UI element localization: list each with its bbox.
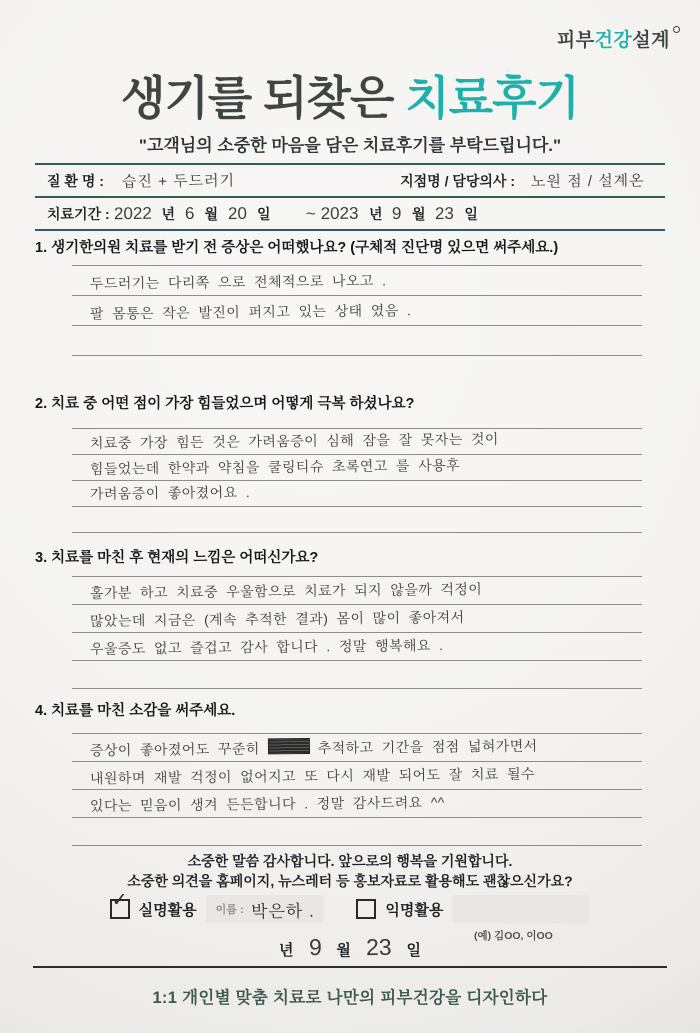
handwritten-answer: 치료중 가장 힘든 것은 가려움증이 심해 잠을 잘 못자는 것이 xyxy=(89,430,499,452)
real-name-checkbox-checked xyxy=(110,890,130,919)
month-suffix-2: 월 xyxy=(411,205,426,222)
treatment-period-label: 치료기간 : xyxy=(47,205,110,222)
period-start-month: 6 xyxy=(184,203,195,223)
date-day-suffix: 일 xyxy=(406,942,421,959)
period-end-day: 23 xyxy=(435,203,455,223)
answer-line xyxy=(72,455,642,481)
period-start-day: 20 xyxy=(227,203,248,223)
anonymous-name-field xyxy=(452,895,590,923)
signature-date-row xyxy=(0,934,700,961)
clinic-logo xyxy=(557,25,680,52)
logo-dot-icon xyxy=(673,26,680,33)
handwritten-answer: 우울증도 없고 즐겁고 감사 합니다 . 정말 행복해요 . xyxy=(89,637,444,657)
question-4-heading: 4. 치료를 마친 소감을 써주세요. xyxy=(35,703,236,719)
answer-line xyxy=(72,481,642,507)
answer-line xyxy=(72,296,642,326)
question-3-answer-area xyxy=(72,576,642,689)
handwritten-answer: 힘들었는데 한약과 약침을 쿨링티슈 초록연고 를 사용후 xyxy=(89,456,461,477)
disease-value: 습진 + 두드러기 xyxy=(121,172,236,191)
handwritten-answer xyxy=(72,352,90,355)
answer-line xyxy=(72,790,642,818)
answer-line xyxy=(72,661,642,689)
consent-question: 소중한 의견을 홈페이지, 뉴스레터 등 홍보자료로 활용해도 괜찮으신가요? xyxy=(127,873,573,889)
name-field-value: 박은하 . xyxy=(250,901,315,921)
day-suffix: 일 xyxy=(256,205,271,222)
name-field xyxy=(206,895,325,923)
treatment-period-row xyxy=(35,198,665,231)
handwritten-answer xyxy=(72,685,90,688)
handwritten-answer: 두드러기는 다리쪽 으로 전체적으로 나오고 . xyxy=(89,272,387,292)
footer-divider xyxy=(33,966,667,968)
clinic-doctor-label: 지점명 / 담당의사 : xyxy=(400,172,515,189)
question-2-answer-area xyxy=(72,428,642,533)
month-suffix: 월 xyxy=(204,205,219,222)
answer-line xyxy=(72,507,642,533)
handwritten-answer: 팔 몸통은 작은 발진이 퍼지고 있는 상태 였음 . xyxy=(89,302,412,322)
answer-line xyxy=(72,605,642,633)
date-month-suffix: 월 xyxy=(336,942,351,959)
question-3-heading: 3. 치료를 마친 후 현재의 느낌은 어떠신가요? xyxy=(35,550,319,566)
answer-line xyxy=(72,633,642,661)
consent-options-row xyxy=(0,890,700,923)
clinic-doctor-value: 노원 점 / 설계온 xyxy=(530,172,645,191)
year-suffix: 년 xyxy=(161,205,176,222)
thanks-note: 소중한 말씀 감사합니다. 앞으로의 행복을 기원합니다. xyxy=(187,853,513,869)
disease-label: 질 환 명 : xyxy=(47,172,104,189)
question-1-heading: 1. 생기한의원 치료를 받기 전 증상은 어떠했나요? (구체적 진단명 있으면 써주세요.) xyxy=(35,240,559,256)
handwritten-answer: 홀가분 하고 치료중 우울함으로 치료가 되지 않을까 걱정이 xyxy=(89,580,483,601)
handwritten-answer: 많았는데 지금은 (계속 추적한 결과) 몸이 많이 좋아져서 xyxy=(89,608,465,629)
real-name-label: 실명활용 xyxy=(138,901,197,919)
logo-text-2: 설계 xyxy=(632,30,670,51)
clinic-tagline: 1:1 개인별 맞춤 치료로 나만의 피부건강을 디자인하다 xyxy=(152,989,548,1007)
date-year-suffix: 년 xyxy=(279,942,294,959)
period-end-year: ~ 2023 xyxy=(306,203,360,223)
handwritten-answer: 가려움증이 좋아졌어요 . xyxy=(89,484,251,502)
logo-text-accent: 건강 xyxy=(594,30,633,51)
anonymous-checkbox-unchecked xyxy=(356,899,376,919)
answer-line xyxy=(72,429,642,455)
question-2-heading: 2. 치료 중 어떤 점이 가장 힘들었으며 어떻게 극복 하셨나요? xyxy=(35,396,415,412)
page-title-accent: 치료후기 xyxy=(405,72,579,124)
answer-line xyxy=(72,577,642,605)
handwritten-answer xyxy=(72,529,90,532)
name-field-label: 이름 : xyxy=(215,904,244,916)
patient-info-table xyxy=(35,163,665,231)
handwritten-answer xyxy=(72,736,538,764)
answer-line xyxy=(72,818,642,846)
date-day-value: 23 xyxy=(365,933,392,961)
handwritten-answer: 있다는 믿음이 생겨 든든합니다 . 정말 감사드려요 ^^ xyxy=(89,794,445,814)
handwritten-answer-part-1: 증상이 좋아졌어도 꾸준히 xyxy=(89,740,260,759)
scribbled-out-word xyxy=(268,738,310,754)
year-suffix-2: 년 xyxy=(368,205,383,222)
handwritten-answer xyxy=(72,842,90,845)
page-title xyxy=(0,62,700,128)
period-end-month: 9 xyxy=(392,203,403,223)
page-subtitle: "고객님의 소중한 마음을 담은 치료후기를 부탁드립니다." xyxy=(138,136,562,155)
handwritten-answer: 내원하며 재발 걱정이 없어지고 또 다시 재발 되어도 잘 치료 될수 xyxy=(89,765,535,787)
answer-line xyxy=(72,734,642,762)
question-4-answer-area xyxy=(72,733,642,846)
handwritten-answer-part-2: 추적하고 기간을 점점 넓혀가면서 xyxy=(317,737,538,756)
answer-line xyxy=(72,326,642,356)
disease-row xyxy=(35,165,665,198)
question-1-answer-area xyxy=(72,265,642,356)
answer-line xyxy=(72,762,642,790)
example-names: (예) 김OO, 이OO xyxy=(474,930,553,942)
answer-line xyxy=(72,266,642,296)
date-month-value: 9 xyxy=(308,933,322,961)
page-title-prefix: 생기를 되찾은 xyxy=(121,72,406,124)
anonymous-label: 익명활용 xyxy=(385,901,444,919)
checkmark-icon: ✓ xyxy=(111,890,128,911)
logo-text-1: 피부 xyxy=(556,30,595,51)
period-start-year: 2022 xyxy=(113,203,152,223)
day-suffix-2: 일 xyxy=(464,205,478,222)
